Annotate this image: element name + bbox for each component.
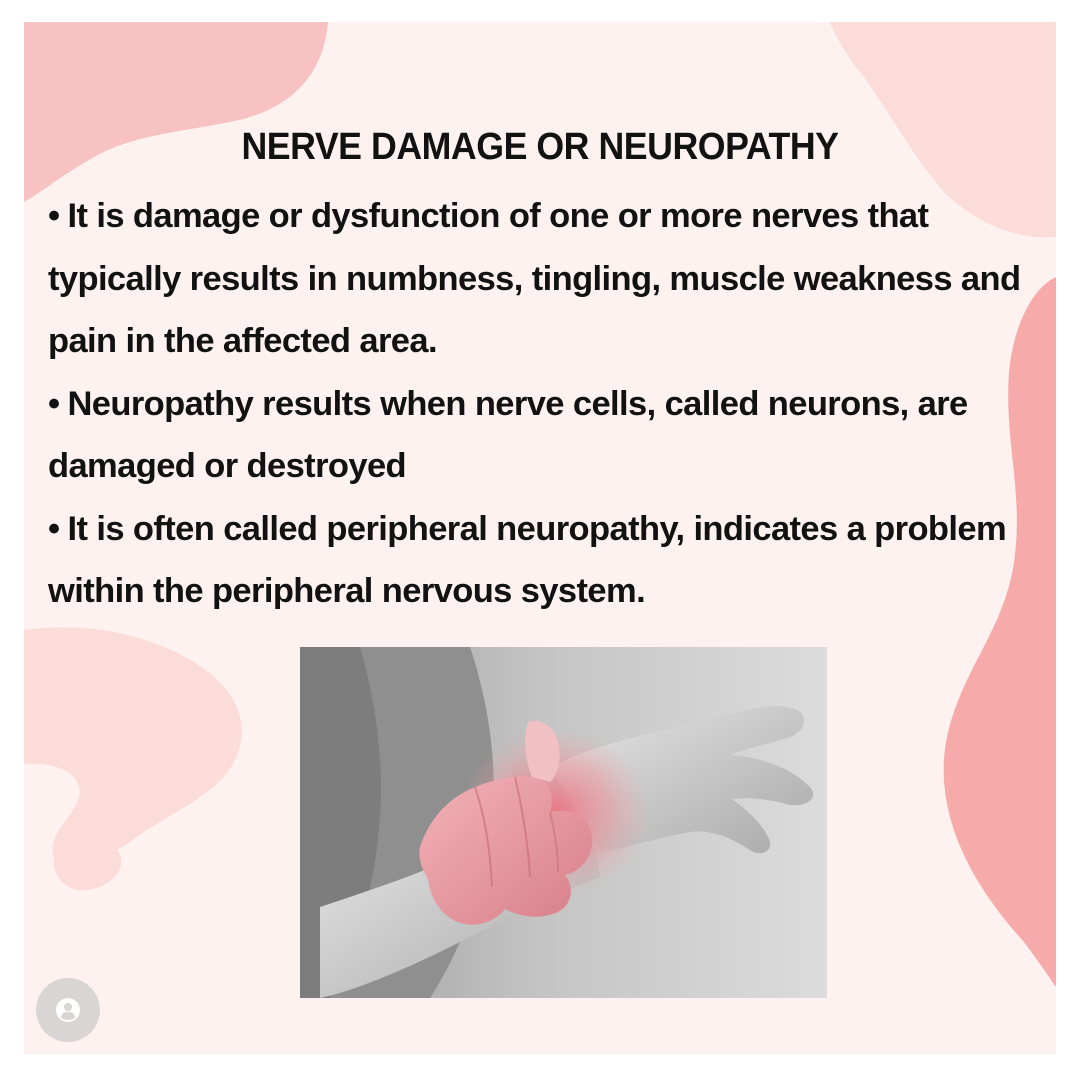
profile-button[interactable]	[36, 978, 100, 1042]
bullet-dot: •	[48, 384, 60, 423]
blob-left	[24, 627, 242, 866]
bullet-dot: •	[48, 197, 60, 235]
bullet-text: It is damage or dysfunction of one or more nerves that typically results in numbness, tingling, muscle weakness and pain in the affected area.	[48, 197, 1021, 360]
bullet-item	[48, 373, 1038, 498]
bullet-dot: •	[48, 509, 60, 548]
wrist-pain-photo	[300, 647, 827, 998]
slide-title: NERVE DAMAGE OR NEUROPATHY	[241, 126, 839, 168]
blob-top-left	[24, 22, 328, 202]
slide-card	[24, 22, 1056, 1054]
bullet-text: Neuropathy results when nerve cells, called neurons, are damaged or destroyed	[48, 384, 968, 485]
user-circle-icon	[55, 997, 81, 1023]
bullet-item	[48, 185, 1038, 373]
bullet-item	[48, 498, 1038, 623]
bullet-list	[48, 185, 1038, 623]
bullet-text: It is often called peripheral neuropathy, indicates a problem within the peripheral nervous system.	[48, 509, 1007, 610]
